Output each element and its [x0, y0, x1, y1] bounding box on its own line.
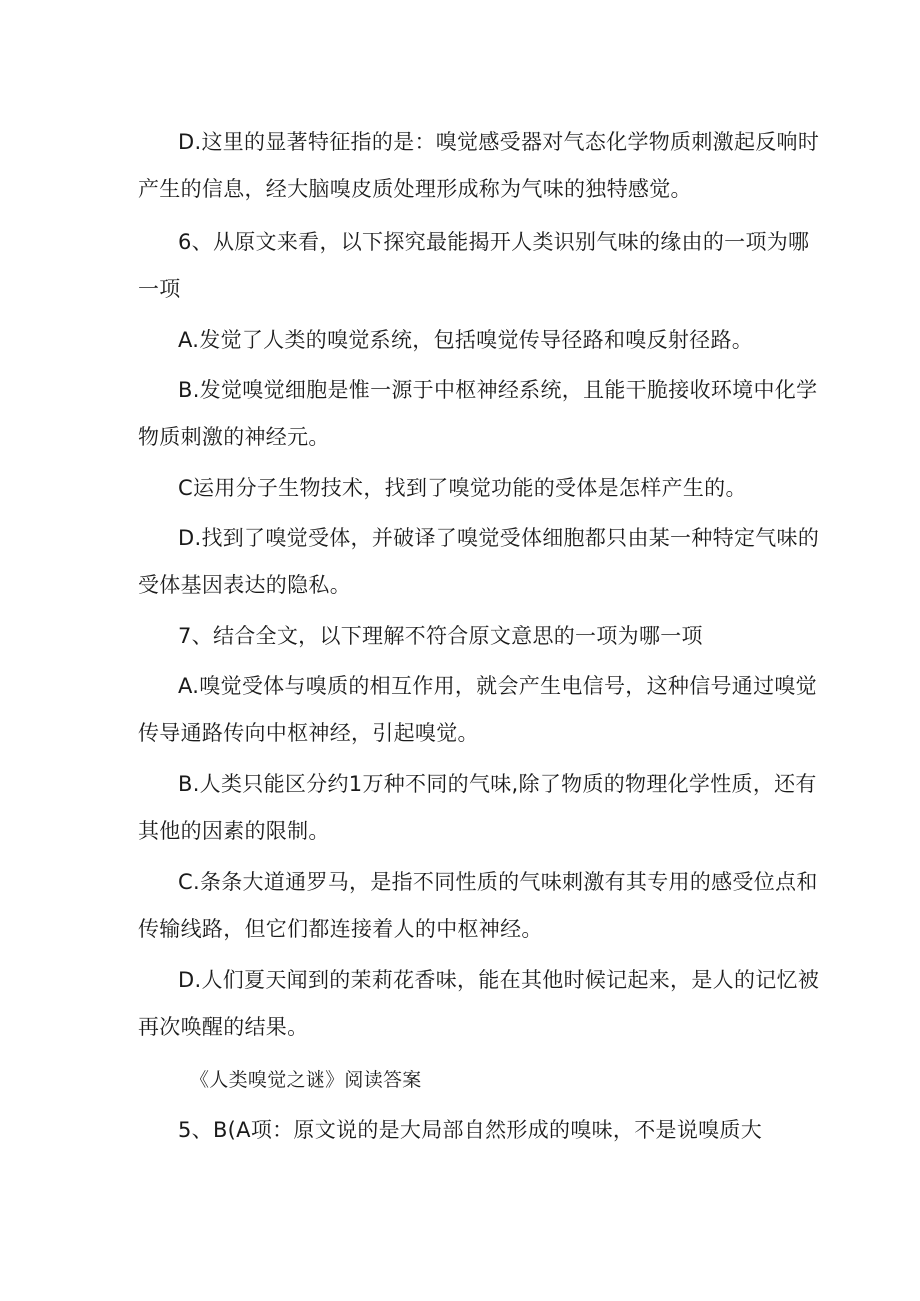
q7-option-c-line2: 传输线路，但它们都连接着人的中枢神经。 [138, 917, 543, 941]
q7-option-d-line1: D.人们夏天闻到的茉莉花香味，能在其他时候记起来，是人的记忆被 [178, 968, 820, 992]
q6-stem-line2: 一项 [138, 277, 181, 301]
q7-option-a-line1: A.嗅觉受体与嗅质的相互作用，就会产生电信号，这种信号通过嗅觉 [178, 674, 817, 698]
answer5-line1: 5、B(A项：原文说的是大局部自然形成的嗅味，不是说嗅质大 [178, 1118, 763, 1142]
q7-option-b-line2: 其他的因素的限制。 [138, 819, 330, 843]
q7-option-b-line1: B.人类只能区分约1万种不同的气味,除了物质的物理化学性质，还有 [178, 772, 817, 796]
q7-option-d-line2: 再次唤醒的结果。 [138, 1015, 309, 1039]
q6-option-b-line1: B.发觉嗅觉细胞是惟一源于中枢神经系统，且能干脆接收环境中化学 [178, 378, 818, 402]
q6-option-c: C运用分子生物技术，找到了嗅觉功能的受体是怎样产生的。 [178, 476, 747, 500]
q5-option-d-line1: D.这里的显著特征指的是：嗅觉感受器对气态化学物质刺激起反响时 [178, 130, 820, 154]
q7-option-c-line1: C.条条大道通罗马，是指不同性质的气味刺激有其专用的感受位点和 [178, 870, 818, 894]
q6-stem-line1: 6、从原文来看，以下探究最能揭开人类识别气味的缘由的一项为哪 [178, 230, 810, 254]
q6-option-d-line2: 受体基因表达的隐私。 [138, 573, 351, 597]
q6-option-d-line1: D.找到了嗅觉受体，并破译了嗅觉受体细胞都只由某一种特定气味的 [178, 526, 820, 550]
q7-option-a-line2: 传导通路传向中枢神经，引起嗅觉。 [138, 721, 479, 745]
q6-option-a: A.发觉了人类的嗅觉系统，包括嗅觉传导径路和嗅反射径路。 [178, 328, 754, 352]
q6-option-b-line2: 物质刺激的神经元。 [138, 425, 330, 449]
q7-stem: 7、结合全文，以下理解不符合原文意思的一项为哪一项 [178, 624, 703, 648]
q5-option-d-line2: 产生的信息，经大脑嗅皮质处理形成称为气味的独特感觉。 [138, 177, 692, 201]
answer-section-title: 《人类嗅觉之谜》阅读答案 [190, 1069, 422, 1091]
